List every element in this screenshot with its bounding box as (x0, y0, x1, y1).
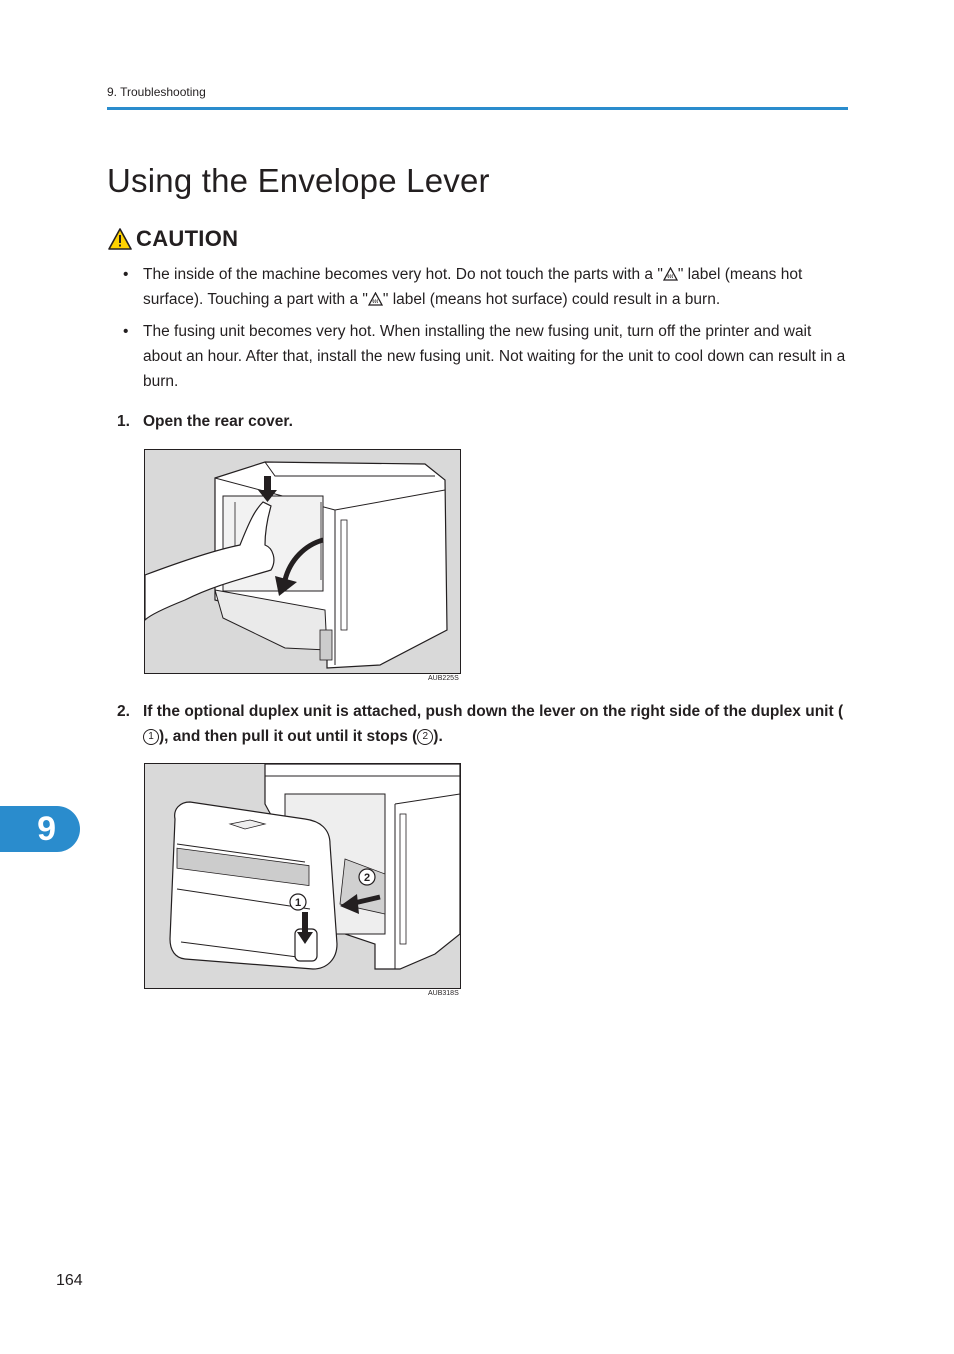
bullet: • (123, 323, 129, 340)
callout-2: 2 (363, 872, 371, 884)
bullet: • (123, 266, 129, 283)
duplex-unit-illustration (145, 764, 460, 988)
circled-number-2: 2 (417, 729, 433, 745)
figure-code: AUB225S (428, 675, 459, 682)
circled-number-1: 1 (143, 729, 159, 745)
caution-heading (108, 226, 238, 252)
step-number: 2. (117, 703, 130, 720)
step-text: Open the rear cover. (143, 413, 293, 430)
hot-surface-icon (663, 267, 678, 281)
step-number: 1. (117, 413, 130, 430)
figure-rear-cover (144, 449, 461, 674)
list-item (121, 262, 851, 312)
page-title: Using the Envelope Lever (107, 162, 490, 199)
step-2 (117, 699, 849, 749)
callout-1: 1 (294, 897, 302, 909)
page-number: 164 (56, 1272, 83, 1289)
hot-surface-icon (368, 292, 383, 306)
caution-text: " label (means hot surface). Touching a part with a " (143, 266, 803, 308)
figure-duplex-unit (144, 763, 461, 989)
warning-triangle-icon (108, 228, 132, 250)
chapter-tab: 9 (0, 806, 80, 852)
caution-text: " label (means hot surface) could result in a burn. (382, 291, 721, 308)
step-text: If the optional duplex unit is attached, push down the lever on the right side of the duplex unit (1 ), and then pull it out until it stops ( 2 ). (143, 703, 844, 745)
caution-label: CAUTION (136, 226, 239, 251)
header-rule (107, 107, 848, 110)
caution-text: The fusing unit becomes very hot. When installing the new fusing unit, turn off the printer and wait about an hour. After that, install the new fusing unit. Not waiting for the unit to cool down can result in a burn. (143, 323, 846, 390)
list-item (121, 319, 851, 394)
figure-code: AUB318S (428, 990, 459, 997)
step-1 (117, 409, 849, 434)
breadcrumb: 9. Troubleshooting (107, 85, 206, 99)
caution-list (121, 262, 851, 401)
printer-rear-cover-illustration (145, 450, 460, 673)
caution-text: The inside of the machine becomes very hot. Do not touch the parts with a " (143, 266, 663, 283)
